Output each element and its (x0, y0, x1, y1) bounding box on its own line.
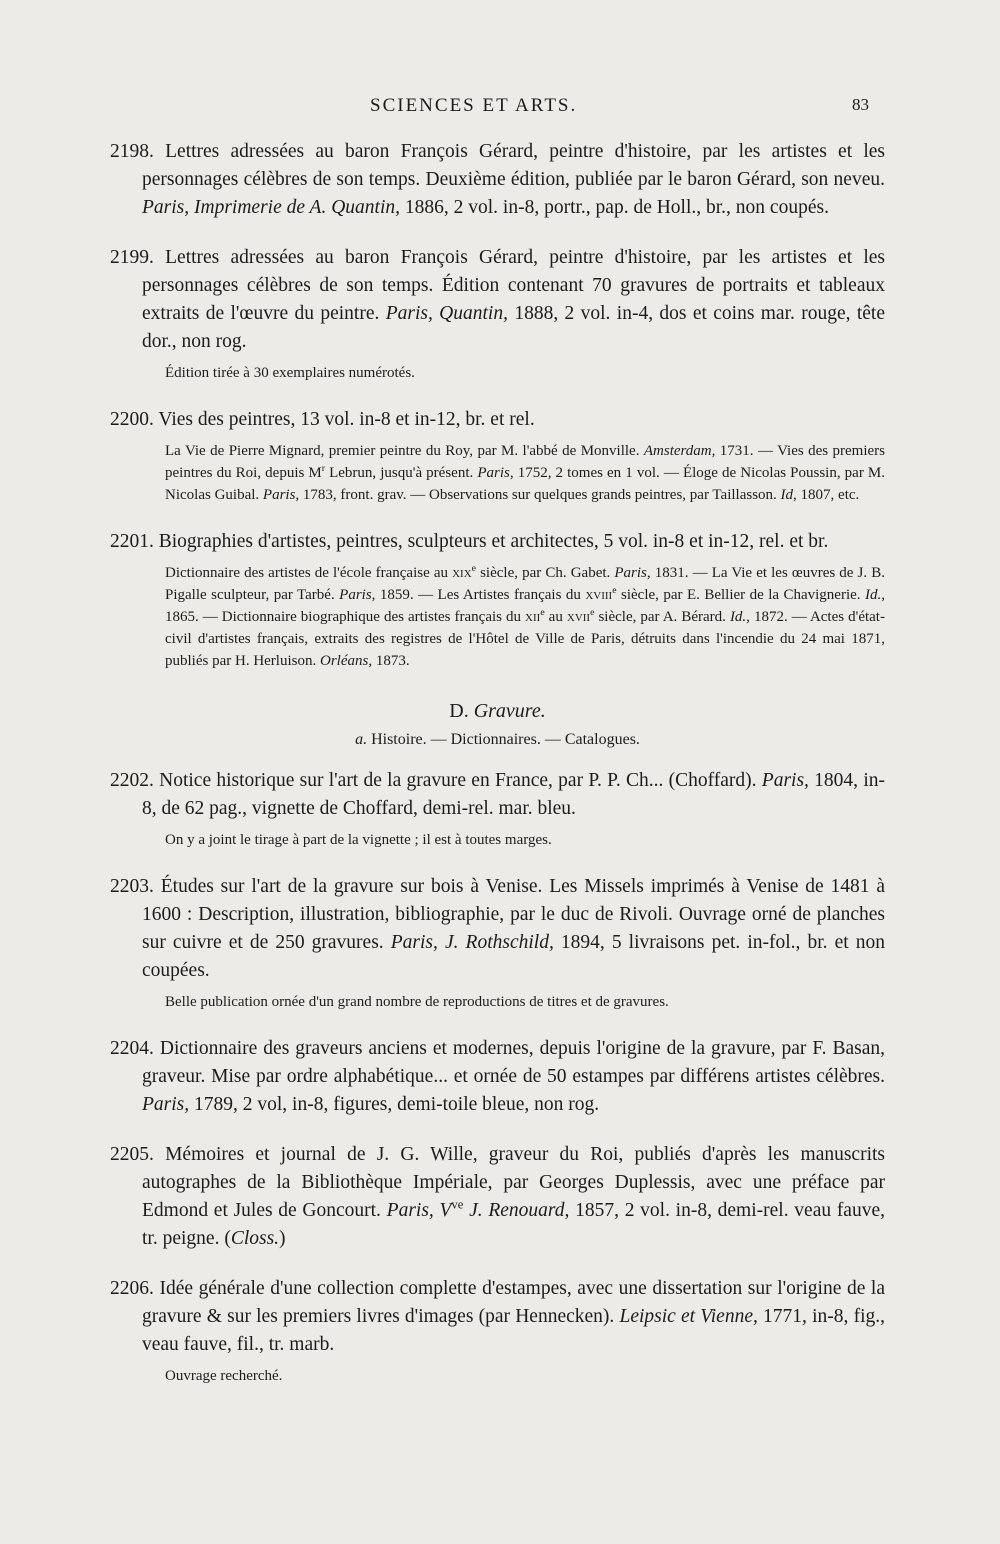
entry-collation: 1886, 2 vol. in-8, portr., pap. de Holl., br., non coupés. (400, 197, 829, 218)
entry-text: Vies des peintres, 13 vol. in-8 et in-12, br. et rel. (158, 409, 535, 430)
entry-note: La Vie de Pierre Mignard, premier peintre du Roy, par M. l'abbé de Monville. Amsterdam, 1731. — Vies des premiers peintres du Roi, depuis $M^r$ Lebrun, jusqu'à présent. Paris, 1752, 2 tomes en 1 vol. — Éloge de Nicolas Poussin, par M. Nicolas Guibal. Paris, 1783, front. grav. — Observations sur quelques grands peintres, par Taillasson. Id, 1807, etc. (165, 443, 886, 503)
entry-2201 (110, 528, 885, 672)
entry-note: Ouvrage recherché. (165, 1368, 283, 1384)
entry-number: 2204. (110, 1038, 154, 1059)
page-content (110, 138, 885, 1409)
entry-text: Lettres adressées au baron François Gérard, peintre d'histoire, par les artistes et les personnages célèbres de son temps. Deuxième édition, publiée par le baron Gérard, son neveu. (142, 141, 886, 190)
entry-text: Lettres adressées au baron François Gérard, peintre d'histoire, par les artistes et les personnages célèbres de son temps. Édition contenant 70 gravures de portraits et tableaux extraits de l'œuvre du peintre. (142, 247, 886, 324)
entry-number: 2205. (110, 1144, 154, 1165)
entry-number: 2202. (110, 770, 154, 791)
entry-number: 2198. (110, 141, 154, 162)
entry-2204: 2204. Dictionnaire des graveurs anciens et modernes, depuis l'origine de la gravure, par F. Basan, graveur. Mise par ordre alphabétique... et ornée de 50 estampes par différens artistes célèbres. Paris, 1789, 2 vol, in-8, figures, demi-toile bleue, non rog. (110, 1038, 885, 1115)
entry-text: Biographies d'artistes, peintres, sculpteurs et architectes, 5 vol. in-8 et in-12, rel. et br. (158, 531, 829, 552)
entry-number: 2201. (110, 531, 154, 552)
entry-imprint: Paris, Imprimerie de A. Quantin, (142, 197, 400, 218)
entry-note: Édition tirée à 30 exemplaires numérotés. (165, 365, 415, 381)
entry-2202: 2202. Notice historique sur l'art de la gravure en France, par P. P. Ch... (Choffard). Paris, 1804, in-8, de 62 pag., vignette de Choffard, demi-rel. mar. bleu. On y a joint le tirage à part de la vignette ; il est à toutes marges. (110, 767, 885, 851)
section-heading (110, 700, 885, 723)
entry-2200 (110, 406, 885, 506)
section-title: Gravure. (473, 700, 546, 722)
entry-2203: 2203. Études sur l'art de la gravure sur bois à Venise. Les Missels imprimés à Venise de 1481 à 1600 : Description, illustration, bibliographie, par le duc de Rivoli. Ouvrage orné de planches sur cuivre et de 250 gravures. Paris, J. Rothschild, 1894, 5 livraisons pet. in-fol., br. et non coupées. Belle publication ornée d'un grand nombre de reproductions de titres et de gravures. (110, 873, 885, 1013)
entry-collation: 1888, 2 vol. in-4, dos et coins mar. rouge, tête dor., non rog. (142, 303, 885, 352)
entry-number: 2206. (110, 1278, 154, 1299)
entry-note: Belle publication ornée d'un grand nombre de reproductions de titres et de gravures. (165, 994, 669, 1010)
entry-number: 2200. (110, 409, 154, 430)
entry-2206: 2206. Idée générale d'une collection complette d'estampes, avec une dissertation sur l'origine de la gravure & sur les premiers livres d'images (par Hennecken). Leipsic et Vienne, 1771, in-8, fig., veau fauve, fil., tr. marb. Ouvrage recherché. (110, 1275, 885, 1387)
page-number: 83 (852, 95, 869, 114)
section-letter: D. (449, 700, 469, 722)
running-title: SCIENCES ET ARTS. (370, 95, 578, 116)
entry-2205: 2205. Mémoires et journal de J. G. Wille, graveur du Roi, publiés d'après les manuscrits autographes de la Bibliothèque Impériale, par Georges Duplessis, avec une préface par Edmond et Jules de Goncourt. Paris, $V^{ve}$ J. Renouard, 1857, 2 vol. in-8, demi-rel. veau fauve, tr. peigne. (Closs.) (110, 1144, 886, 1249)
entry-note: Dictionnaire des artistes de l'école française au xix$^e$ siècle, par Ch. Gabet. Paris, 1831. — La Vie et les œuvres de J. B. Pigalle sculpteur, par Tarbé. Paris, 1859. — Les Artistes français du xviii$^e$ siècle, par E. Bellier de la Chavignerie. Id., 1865. — Dictionnaire biographique des artistes français du xii$^e$ au xvii$^e$ siècle, par A. Bérard. Id., 1872. — Actes d'état-civil d'artistes français, extraits des registres de l'Hôtel de Ville de Paris, détruits dans l'incendie du 24 mai 1871, publiés par H. Herluison. Orléans, 1873. (165, 563, 886, 669)
page-header (0, 95, 1000, 125)
entry-imprint: Paris, Quantin, (385, 303, 508, 324)
subsection-heading (110, 731, 885, 749)
subsection-title: Histoire. — Dictionnaires. — Catalogues. (367, 731, 640, 748)
subsection-letter: a. (355, 731, 368, 748)
entry-number: 2203. (110, 876, 154, 897)
entry-number: 2199. (110, 247, 154, 268)
entry-2199 (110, 244, 885, 384)
entry-2198 (110, 138, 885, 222)
entry-note: On y a joint le tirage à part de la vignette ; il est à toutes marges. (165, 832, 552, 848)
